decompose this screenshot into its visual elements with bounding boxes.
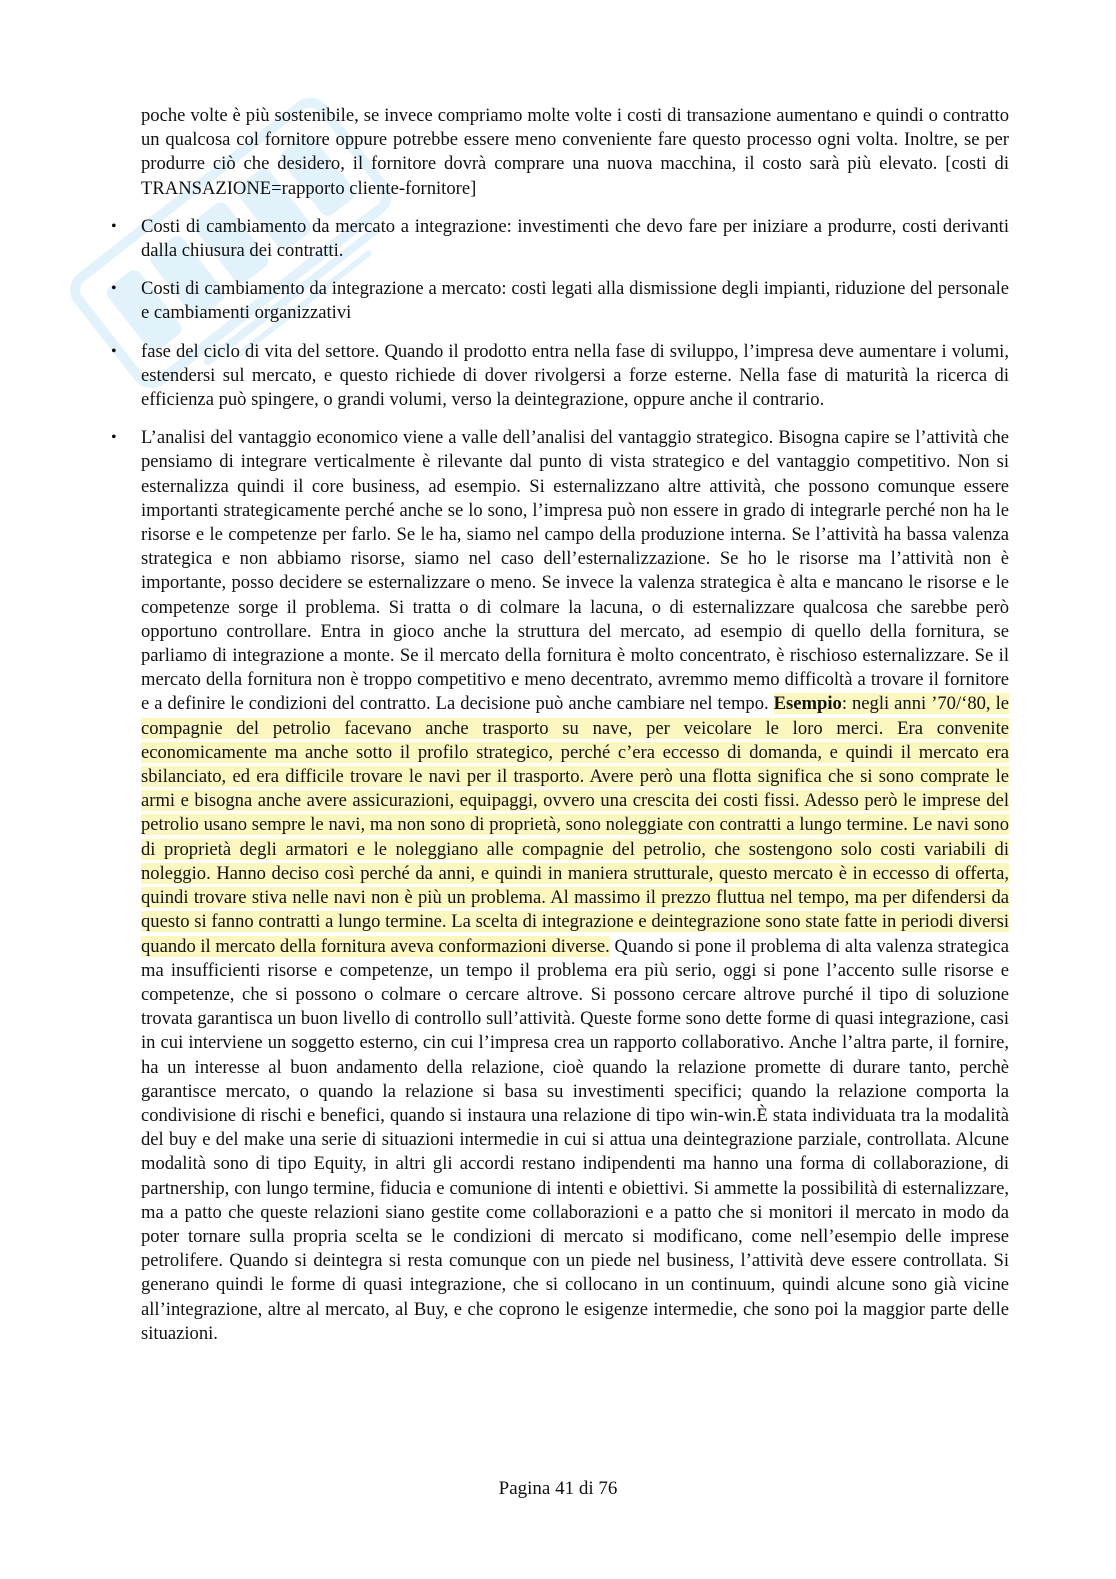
bullet-market-to-integration: • Costi di cambiamento da mercato a integrazione: investimenti che devo fare per iniziare a produrre, costi derivanti dalla chiusura dei contratti. (141, 215, 1009, 263)
highlighted-example (141, 693, 1009, 956)
example-text: : negli anni ’70/‘80, le compagnie del petrolio facevano anche trasporto su nave, per veicolare le loro merci. Era convenite economicamente ma anche sotto il profilo strategico, perché c’era eccesso di domanda, e quindi il mercato era sbilanciato, ed era difficile trovare le navi per il trasporto. Avere però una flotta significa che si sono comprate le armi e bisogna anche avere assicurazioni, equipaggi, ovvero una crescita dei costi fissi. Adesso però le imprese del petrolio usano sempre le navi, ma non sono di proprietà, sono noleggiate con contratti a lungo termine. Le navi sono di proprietà degli armatori e le noleggiano alle compagnie del petrolio, che sostengono solo costi variabili di noleggio. Hanno deciso così perché da anni, e quindi in maniera strutturale, questo mercato è in eccesso di offerta, quindi trovare stiva nelle navi non è più un problema. Al massimo il prezzo fluttua nel tempo, ma per difendersi da questo si fanno contratti a lungo termine. La scelta di integrazione e deintegrazione sono state fatte in periodi diversi quando il mercato della fornitura aveva conformazioni diverse. (141, 693, 1009, 957)
document-page (141, 104, 1009, 1346)
bullet-integration-to-market: • Costi di cambiamento da integrazione a mercato: costi legati alla dismissione degli impianti, riduzione del personale e cambiamenti organizzativi (141, 277, 1009, 325)
continuation-text: Quando si pone il problema di alta valenza strategica ma insufficienti risorse e competenze, un tempo il problema era più serio, oggi si pone l’accento sulle risorse e competenze, che si possono o colmare o cercare altrove. Si possono cercare altrove purché il tipo di soluzione trovata garantisca un buon livello di controllo sull’attività. Queste forme sono dette forme di quasi integrazione, casi in cui interviene un soggetto esterno, cin cui l’impresa crea un rapporto collaborativo. Anche l’altra parte, il fornire, ha un interesse al buon andamento della relazione, cioè quando la relazione promette di durare tanto, perchè garantisce mercato, o quando la relazione si basa su investimenti specifici; quando la relazione comporta la condivisione di rischi e benefici, quando si instaura una relazione di tipo win-win.È stata individuata tra la modalità del buy e del make una serie di situazioni intermedie in cui si attua una deintegrazione parziale, controllata. Alcune modalità sono di tipo Equity, in altri gli accordi restano indipendenti ma hanno una forma di collaborazione, di partnership, con lungo termine, fiducia e comunione di intenti e obiettivi. Si ammette la possibilità di esternalizzare, ma a patto che queste relazioni siano gestite come collaborazioni e a patto che si monitori il mercato in modo da poter tornare sulla propria scelta se le condizioni di mercato si modificano, come nell’esempio delle imprese petrolifere. Quando si deintegra si resta comunque con un piede nel business, l’attività deve essere controllata. Si generano quindi le forme di quasi integrazione, che si collocano in un continuum, quindi alcune sono già vicine all’integrazione, altre al mercato, al Buy, e che coprono le esigenze intermedie, che sono poi la maggior parte delle situazioni. (141, 935, 1009, 1344)
bullet-economic-advantage (141, 426, 1009, 1346)
intro-text: L’analisi del vantaggio economico viene a valle dell’analisi del vantaggio strategico. Bisogna capire se l’attività che pensiamo di integrare verticalmente è rilevante dal punto di vista strategico e del vantaggio competitivo. Non si esternalizza quindi il core business, ad esempio. Si esternalizzano altre attività, che possono comunque essere importanti strategicamente perché anche se lo sono, l’impresa può non essere in grado di integrarle perché non ha le risorse e le competenze per farlo. Se le ha, siamo nel campo della produzione interna. Se l’attività ha bassa valenza strategica e non abbiamo risorse, siamo nel caso dell’esternalizzazione. Se ho le risorse ma l’attività non è importante, posso decidere se esternalizzare o meno. Se invece la valenza strategica è alta e mancano le risorse e le competenze sorge il problema. Si tratta o di colmare la lacuna, o di esternalizzare qualcosa che sarebbe però opportuno controllare. Entra in gioco anche la struttura del mercato, ad esempio di quello della fornitura, se parliamo di integrazione a monte. Se il mercato della fornitura è molto concentrato, è rischioso esternalizzare. Se il mercato della fornitura non è troppo competitivo e meno decentrato, avremmo memo difficoltà a trovare il fornitore e a definire le condizioni del contratto. La decisione può anche cambiare nel tempo. (141, 427, 1009, 715)
example-label: Esempio (773, 693, 842, 715)
page-number: Pagina 41 di 76 (498, 1478, 618, 1499)
bullet-life-cycle-phase: • fase del ciclo di vita del settore. Quando il prodotto entra nella fase di sviluppo, l’impresa deve aumentare i volumi, estendersi sul mercato, e questo richiede di dover rivolgersi a forze esterne. Nella fase di maturità la ricerca di efficienza può spingere, o grandi volumi, verso la deintegrazione, oppure anche il contrario. (141, 340, 1009, 413)
paragraph-transaction-costs: poche volte è più sostenibile, se invece compriamo molte volte i costi di transazione aumentano e quindi o contratto un qualcosa col fornitore oppure potrebbe essere meno conveniente fare questo processo ogni volta. Inoltre, se per produrre ciò che desidero, il fornitore dovrà comprare una nuova macchina, il costo sarà più elevato. [costi di TRANSAZIONE=rapporto cliente-fornitore] (141, 105, 1009, 199)
